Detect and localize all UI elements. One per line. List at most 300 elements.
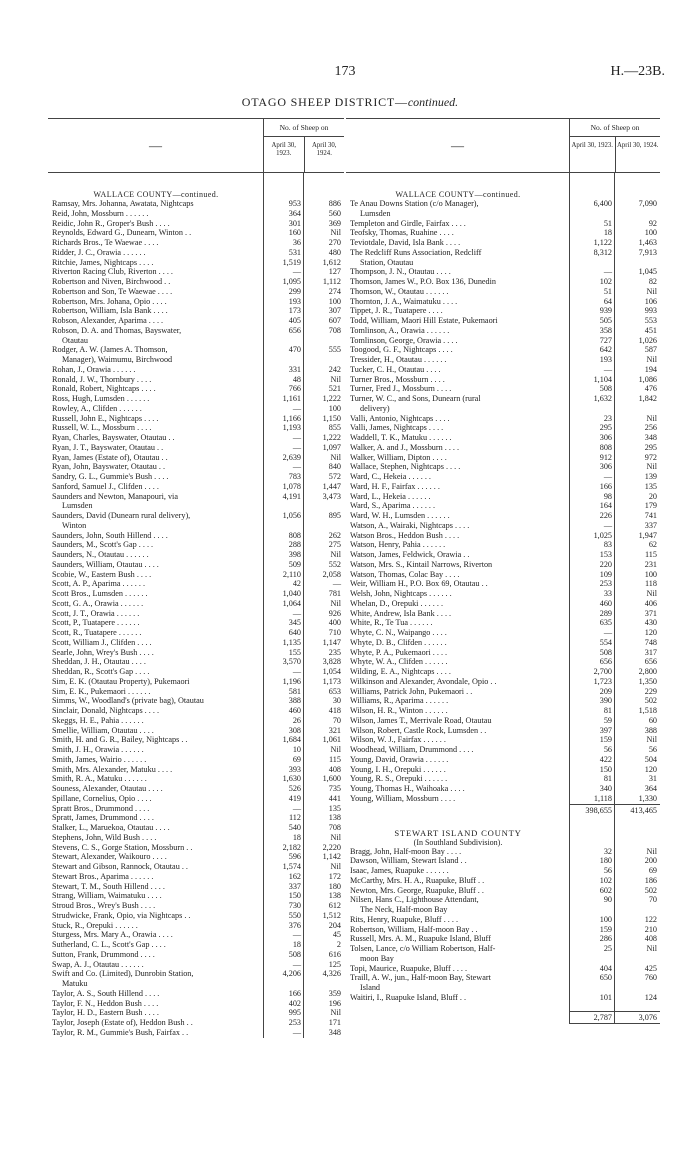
- sheep-1924: 1,173: [322, 676, 341, 686]
- table-row: [48, 862, 344, 872]
- sheep-1923: 166: [288, 988, 301, 998]
- table-row: [346, 453, 660, 463]
- sheep-1924: 710: [328, 628, 341, 637]
- sheep-1924: Nil: [330, 452, 341, 462]
- sheep-1923: 160: [288, 228, 301, 238]
- sheep-1924: [615, 404, 660, 414]
- sheep-1923: 783: [288, 472, 301, 481]
- sheep-1923: [264, 355, 304, 365]
- sheep-1923: 6,400: [593, 199, 612, 208]
- sheep-1923: 18: [292, 940, 301, 949]
- sheep-1923: 376: [288, 920, 301, 930]
- sheep-1923: 166: [599, 481, 612, 491]
- sheep-1923: 1,078: [282, 481, 301, 491]
- left-table: [48, 118, 344, 1038]
- section-heading: WALLACE COUNTY—continued.: [395, 190, 521, 199]
- table-row: [346, 423, 660, 433]
- total-1924: 3,076: [615, 1011, 660, 1024]
- table-row: [346, 589, 660, 599]
- sheep-1923: 306: [599, 433, 612, 442]
- owner-name: Strudwicke, Frank, Opio, via Nightcaps . .: [52, 910, 191, 920]
- table-row: [346, 765, 660, 775]
- table-row: [48, 404, 344, 414]
- sheep-1924: Nil: [646, 846, 657, 856]
- sheep-1924: 2: [336, 940, 341, 949]
- sheep-1923: 83: [603, 540, 612, 550]
- sheep-1923: —: [292, 608, 301, 618]
- table-row: [48, 628, 344, 638]
- owner-name: Robertson, Mrs. Johana, Opio . . . .: [52, 296, 167, 306]
- sheep-1924: 741: [644, 511, 657, 520]
- sheep-1924: 100: [644, 228, 657, 238]
- sheep-1924: 242: [328, 364, 341, 374]
- owner-name: Scobie, W., Eastern Bush . . . .: [52, 569, 152, 579]
- owner-name: Smith, Mrs. Alexander, Matuku . . . .: [52, 764, 173, 774]
- sheep-1923: 59: [603, 715, 612, 725]
- owner-name: Russell, John E., Nightcaps . . . .: [52, 413, 159, 423]
- sheep-1923: 509: [288, 559, 301, 569]
- table-row: [48, 794, 344, 804]
- sheep-1923: 33: [603, 589, 612, 598]
- owner-name: Newton, Mrs. George, Ruapuke, Bluff . .: [350, 885, 484, 895]
- table-row: [48, 882, 344, 892]
- sheep-1923: 98: [603, 491, 612, 501]
- sheep-1923: 635: [599, 618, 612, 628]
- sheep-1924: 1,842: [638, 394, 657, 403]
- sheep-1923: 602: [599, 885, 612, 895]
- table-row: [48, 462, 344, 472]
- table-row: [346, 745, 660, 755]
- sheep-1923: 4,206: [282, 969, 301, 979]
- year-1924-header: April 30, 1924.: [304, 137, 345, 172]
- owner-list: [346, 199, 660, 804]
- table-row: [48, 979, 344, 989]
- sheep-1923: [570, 404, 615, 414]
- owner-name: Tomlinson, George, Orawia . . . .: [350, 335, 458, 345]
- owner-name: Ridder, J. C., Orawia . . . . . .: [52, 247, 146, 257]
- sheep-1924: 200: [644, 856, 657, 866]
- owner-name: Sim, E. K., Pukemaori . . . . . .: [52, 686, 151, 696]
- table-row: [346, 297, 660, 307]
- table-row: [48, 199, 344, 209]
- table-row: [48, 238, 344, 248]
- owner-name: Riverton Racing Club, Riverton . . . .: [52, 267, 173, 277]
- sheep-1924: [304, 501, 344, 511]
- table-row: [346, 560, 660, 570]
- sheep-1923: 1,684: [282, 735, 301, 745]
- sheep-1924: 60: [648, 715, 657, 725]
- sheep-1924: Nil: [646, 735, 657, 745]
- table-row: [48, 677, 344, 687]
- sheep-1924: 204: [328, 920, 341, 930]
- table-row: [48, 228, 344, 238]
- sheep-1923: [570, 209, 615, 219]
- table-row: [48, 511, 344, 521]
- owner-name: Waddell, T. K., Matuku . . . . . .: [350, 433, 452, 442]
- table-row: [48, 277, 344, 287]
- name-column-header: —: [451, 137, 464, 153]
- table-row: [48, 540, 344, 550]
- sheep-1923: 308: [288, 725, 301, 735]
- owner-name: Stewart and Gibson, Rannock, Otautau . .: [52, 862, 188, 871]
- owner-name: Wilding, E. A., Nightcaps . . . .: [350, 667, 451, 676]
- table-row: [346, 238, 660, 248]
- table-row: [48, 589, 344, 599]
- sheep-1924: 612: [328, 901, 341, 910]
- sheep-1923: 56: [603, 745, 612, 754]
- table-row: [346, 404, 660, 414]
- table-row: [48, 423, 344, 433]
- table-row: [346, 638, 660, 648]
- sheep-1924: 100: [644, 569, 657, 579]
- sheep-1923: [264, 501, 304, 511]
- table-row: [48, 550, 344, 560]
- sheep-1923: 939: [599, 306, 612, 316]
- sheep-1924: 748: [644, 637, 657, 647]
- owner-name: Robson, Alexander, Aparima . . . .: [52, 316, 164, 325]
- sheep-1923: 8,312: [593, 247, 612, 257]
- owner-name: Robertson and Son, Te Waewae . . . .: [52, 286, 173, 296]
- sheep-1923: [570, 954, 615, 964]
- sheep-1923: 345: [288, 618, 301, 628]
- sheep-1923: 1,166: [282, 413, 301, 423]
- table-row: [346, 531, 660, 541]
- sheep-1924: Nil: [646, 286, 657, 296]
- sheep-1924: [615, 209, 660, 219]
- sheep-1923: 508: [599, 384, 612, 394]
- sheep-1923: 155: [288, 647, 301, 657]
- table-row: [346, 248, 660, 258]
- sheep-1924: 406: [644, 598, 657, 608]
- sheep-1924: 504: [644, 754, 657, 764]
- sheep-1924: 3,828: [322, 657, 341, 667]
- sheep-1923: 1,064: [282, 598, 301, 608]
- owner-name: Saunders, N., Otautau . . . . . .: [52, 550, 149, 559]
- owner-name: Welsh, John, Nightcaps . . . . . .: [350, 589, 452, 598]
- table-row: [346, 336, 660, 346]
- table-row: [48, 940, 344, 950]
- sheep-1923: 253: [599, 579, 612, 589]
- sheep-1923: 2,110: [282, 569, 301, 579]
- sheep-1923: 193: [288, 296, 301, 306]
- owner-name: Watson, James, Feldwick, Orawia . .: [350, 550, 470, 559]
- table-row: [346, 774, 660, 784]
- owner-name: Spillane, Cornelius, Opio . . . .: [52, 793, 152, 803]
- table-row: [48, 813, 344, 823]
- owner-name: Robertson, William, Half-moon Bay . .: [350, 924, 478, 934]
- table-row: [346, 925, 660, 935]
- sheep-1923: 164: [599, 501, 612, 511]
- owner-name: Teviotdale, David, Isla Bank . . . .: [350, 238, 461, 247]
- table-row: [346, 462, 660, 472]
- sheep-1923: 162: [288, 871, 301, 881]
- sheep-1923: 3,570: [282, 657, 301, 667]
- owner-name: Valli, James, Nightcaps . . . .: [350, 423, 444, 433]
- sheep-1924: 135: [328, 803, 341, 813]
- owner-name: Scott, R., Tuatapere . . . . . .: [52, 628, 142, 637]
- table-row: [346, 277, 660, 287]
- sheep-1924: 1,222: [322, 394, 341, 403]
- table-row: [48, 492, 344, 502]
- owner-name: Young, Thomas H., Waihoaka . . . .: [350, 784, 465, 793]
- sheep-1924: 555: [328, 345, 341, 355]
- sheep-1924: 275: [328, 540, 341, 550]
- sheep-1924: 138: [328, 813, 341, 823]
- table-row: [48, 433, 344, 443]
- owner-name: Young, R. S., Orepuki . . . . . .: [350, 774, 448, 784]
- sheep-1924: 106: [644, 296, 657, 306]
- owner-name: Ronald, Robert, Nightcaps . . . .: [52, 384, 156, 394]
- owner-name: Spratt, James, Drummond . . . .: [52, 813, 154, 823]
- sheep-1924: 31: [648, 774, 657, 784]
- sheep-1923: 226: [599, 511, 612, 520]
- table-row: [346, 492, 660, 502]
- owner-name: Stewart, T. M., South Hillend . . . .: [52, 881, 165, 891]
- sheep-1923: 540: [288, 823, 301, 832]
- page-number: 173: [334, 64, 356, 79]
- sheep-1924: 348: [644, 433, 657, 442]
- table-row: [48, 570, 344, 580]
- sheep-1924: 926: [328, 608, 341, 618]
- sheep-1924: 371: [644, 608, 657, 618]
- table-row: [48, 989, 344, 999]
- sheep-1923: 220: [599, 559, 612, 569]
- table-row: [48, 843, 344, 853]
- sheep-1923: 193: [599, 355, 612, 364]
- owner-name: Woodhead, William, Drummond . . . .: [350, 745, 474, 754]
- sheep-1923: 393: [288, 764, 301, 774]
- sheep-1923: —: [292, 442, 301, 452]
- sheep-1924: 1,142: [322, 852, 341, 862]
- table-row: [346, 209, 660, 219]
- table-row: [346, 316, 660, 326]
- owner-name: Lumsden: [62, 501, 93, 511]
- owner-name: Saunders, M., Scott's Gap . . . .: [52, 540, 154, 550]
- owner-name: Ross, Hugh, Lumsden . . . . . .: [52, 394, 150, 403]
- table-row: [346, 856, 660, 866]
- sheep-1924: 124: [644, 992, 657, 1002]
- table-row: [346, 306, 660, 316]
- table-row: [346, 375, 660, 385]
- owner-name: delivery): [360, 403, 390, 413]
- sheep-1923: —: [292, 433, 301, 442]
- sheep-1924: —: [332, 579, 341, 589]
- owner-name: Souness, Alexander, Otautau . . . .: [52, 784, 163, 793]
- sheep-1923: 1,095: [282, 277, 301, 286]
- owner-list: [48, 199, 344, 1038]
- table-row: [48, 618, 344, 628]
- sheep-1924: 552: [328, 559, 341, 569]
- table-row: [48, 911, 344, 921]
- sheep-1923: 405: [288, 316, 301, 325]
- table-row: [48, 453, 344, 463]
- sheep-1923: 81: [603, 774, 612, 784]
- table-row: [48, 258, 344, 268]
- owner-name: Wilson, James T., Merrivale Road, Otautau: [350, 715, 492, 725]
- table-row: [48, 579, 344, 589]
- owner-name: Stuck, R., Orepuki . . . . . .: [52, 920, 138, 930]
- sheep-1924: [304, 336, 344, 346]
- sheep-1924: 1,330: [638, 793, 657, 803]
- sheep-1923: 1,040: [282, 589, 301, 598]
- sheep-1923: 554: [599, 637, 612, 647]
- sheep-1924: 1,600: [322, 774, 341, 784]
- sheep-1924: 7,090: [638, 199, 657, 208]
- sheep-1923: 656: [599, 657, 612, 667]
- table-row: [48, 609, 344, 619]
- owner-name: Ward, C., Hekeia . . . . . .: [350, 472, 431, 481]
- year-1924-header: April 30, 1924.: [615, 137, 661, 172]
- table-row: [346, 482, 660, 492]
- sheep-1923: 32: [603, 846, 612, 856]
- sheep-1923: —: [292, 667, 301, 676]
- owner-name: Simms, W., Woodland's (private bag), Otautau: [52, 696, 204, 706]
- table-row: [346, 915, 660, 925]
- sheep-1923: 508: [599, 647, 612, 657]
- owner-name: The Neck, Half-moon Bay: [360, 905, 448, 914]
- table-row: [48, 287, 344, 297]
- owner-name: Russell, Mrs. A. M., Ruapuke Island, Bluff: [350, 934, 491, 944]
- table-row: [346, 199, 660, 209]
- owner-name: Stewart, Alexander, Waikouro . . . .: [52, 852, 167, 862]
- owner-name: Rodger, A. W. (James A. Thomson,: [52, 345, 168, 355]
- owner-name: The Redcliff Runs Association, Redcliff: [350, 247, 482, 257]
- table-row: [48, 355, 344, 365]
- sheep-1924: [615, 954, 660, 964]
- table-body: [48, 173, 344, 1038]
- sheep-1923: 180: [599, 856, 612, 866]
- sheep-1924: 388: [644, 725, 657, 735]
- table-row: [48, 784, 344, 794]
- sheep-1923: —: [603, 520, 612, 530]
- table-row: [48, 248, 344, 258]
- owner-name: Saunders, William, Otautau . . . .: [52, 559, 159, 569]
- owner-name: Matuku: [62, 979, 88, 988]
- sheep-1924: 321: [328, 725, 341, 735]
- owner-name: Taylor, R. M., Gummie's Bush, Fairfax . .: [52, 1027, 189, 1037]
- sheep-1923: 56: [603, 866, 612, 875]
- sheep-1924: Nil: [330, 745, 341, 754]
- table-row: [48, 823, 344, 833]
- sheep-1923: 460: [288, 706, 301, 715]
- sheep-1923: 23: [603, 413, 612, 423]
- sheep-1924: 307: [328, 306, 341, 316]
- owner-name: Swift and Co. (Limited), Dunrobin Station,: [52, 969, 194, 979]
- table-row: [346, 219, 660, 229]
- sheep-1924: 1,222: [322, 433, 341, 442]
- sheep-1923: 1,723: [593, 676, 612, 686]
- sheep-1923: 306: [599, 462, 612, 472]
- name-column-header: —: [149, 137, 162, 153]
- owner-name: Smith, J. H., Orawia . . . . . .: [52, 745, 144, 754]
- sheep-1923: 289: [599, 608, 612, 618]
- sheep-1923: 1,118: [593, 793, 612, 803]
- table-row: [48, 316, 344, 326]
- page-title: [0, 95, 700, 110]
- sheep-1924: 100: [328, 403, 341, 413]
- table-row: [48, 414, 344, 424]
- table-row: [48, 531, 344, 541]
- sheep-1923: 388: [288, 696, 301, 706]
- sheep-1924: 172: [328, 871, 341, 881]
- sheep-1924: 840: [328, 462, 341, 472]
- sheep-1924: 560: [328, 208, 341, 218]
- table-row: [346, 716, 660, 726]
- table-row: [48, 306, 344, 316]
- sheep-1924: 45: [332, 930, 341, 940]
- owner-list: [346, 847, 660, 1003]
- owner-name: Thomson, W., Otautau . . . . . .: [350, 286, 449, 296]
- sheep-1923: 90: [603, 895, 612, 905]
- owner-name: Rits, Henry, Ruapuke, Bluff . . . .: [350, 914, 459, 924]
- sheep-count-header: [569, 119, 660, 172]
- table-row: [48, 326, 344, 336]
- sheep-1923: 1,104: [593, 374, 612, 384]
- sheep-1924: 587: [644, 345, 657, 355]
- owner-name: Ryan, James (Estate of), Otautau . .: [52, 452, 168, 462]
- owner-name: Templeton and Girdle, Fairfax . . . .: [350, 218, 466, 228]
- sheep-1923: 18: [292, 832, 301, 842]
- sheep-1924: 62: [648, 540, 657, 550]
- owner-name: Ramsay, Mrs. Johanna, Awatata, Nightcaps: [52, 199, 194, 208]
- sheep-1924: 895: [328, 511, 341, 520]
- owner-name: Turner, Fred J., Mossburn . . . .: [350, 384, 452, 394]
- stewart-total-row: [346, 1011, 660, 1024]
- owner-name: Reidic, John R., Groper's Bush . . . .: [52, 218, 170, 228]
- owner-name: Bragg, John, Half-moon Bay . . . .: [350, 846, 462, 856]
- sheep-1924: 70: [332, 715, 341, 725]
- sheep-1923: 808: [288, 530, 301, 540]
- sheep-1924: 194: [644, 364, 657, 374]
- table-row: [346, 287, 660, 297]
- owner-name: Saunders, John, South Hillend . . . .: [52, 530, 168, 540]
- sheep-1924: 348: [328, 1027, 341, 1037]
- sheep-1924: 7,913: [638, 247, 657, 257]
- table-row: [346, 501, 660, 511]
- table-row: [48, 375, 344, 385]
- table-row: [48, 901, 344, 911]
- table-row: [346, 847, 660, 857]
- sheep-1923: 398: [288, 550, 301, 559]
- table-row: [48, 472, 344, 482]
- owner-name: Watson, Thomas, Colac Bay . . . .: [350, 569, 460, 579]
- sheep-1924: 616: [328, 949, 341, 959]
- sheep-1924: 441: [328, 793, 341, 803]
- sheep-1923: [570, 905, 615, 915]
- owner-name: Ritchie, James, Nightcaps . . . .: [52, 257, 154, 267]
- sheep-1924: [304, 355, 344, 365]
- table-row: [346, 983, 660, 993]
- sheep-1924: 69: [648, 866, 657, 875]
- owner-name: Te Anau Downs Station (c/o Manager),: [350, 199, 479, 208]
- sheep-1923: 101: [599, 992, 612, 1002]
- owner-name: Ward, L., Hekeia . . . . . .: [350, 491, 431, 501]
- owner-name: Lumsden: [360, 208, 391, 218]
- sheep-1924: Nil: [330, 550, 341, 559]
- owner-name: Stewart Bros., Aparima . . . . . .: [52, 871, 154, 881]
- owner-name: Ryan, J. T., Bayswater, Otautau . .: [52, 442, 164, 452]
- sheep-1923: —: [292, 959, 301, 969]
- owner-name: Scott, J. T., Orawia . . . . . .: [52, 608, 140, 618]
- table-row: [346, 934, 660, 944]
- sheep-1924: 359: [328, 988, 341, 998]
- sheep-1924: 1,097: [322, 442, 341, 452]
- table-row: [48, 365, 344, 375]
- owner-name: Stephens, John, Wild Bush . . . .: [52, 832, 157, 842]
- owner-name: Sinclair, Donald, Nightcaps . . . .: [52, 706, 160, 715]
- sheep-1924: Nil: [646, 355, 657, 364]
- table-row: [346, 609, 660, 619]
